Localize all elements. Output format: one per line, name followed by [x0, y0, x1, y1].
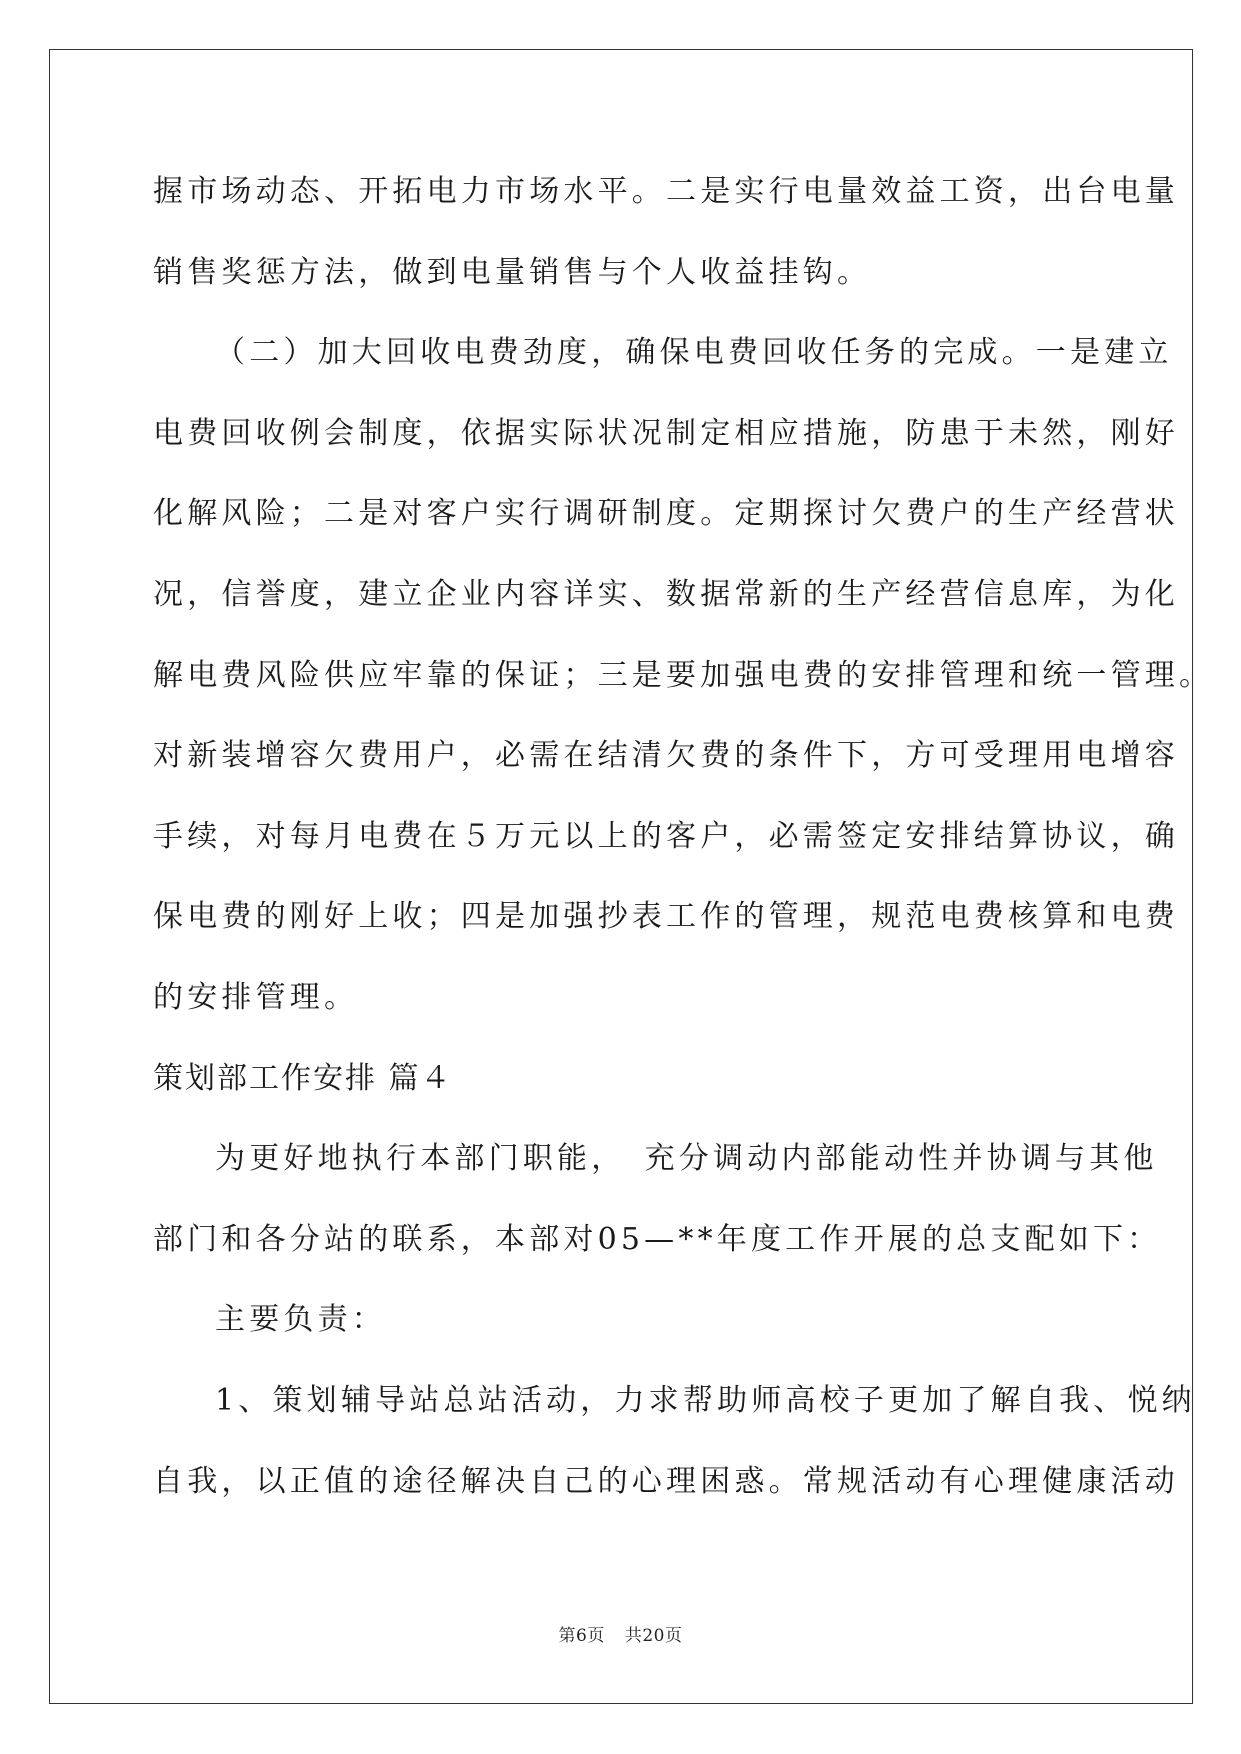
text-line: 自我，以正值的途径解决自己的心理困惑。常规活动有心理健康活动: [153, 1463, 1179, 1499]
page-footer: [0, 1621, 1241, 1646]
text-line: 1、策划辅导站总站活动，力求帮助师高校子更加了解自我、悦纳: [215, 1382, 1196, 1418]
text-line: 电费回收例会制度，依据实际状况制定相应措施，防患于未然，刚好: [153, 415, 1179, 451]
text-line: 保电费的刚好上收；四是加强抄表工作的管理，规范电费核算和电费: [153, 899, 1179, 935]
text-line: 部门和各分站的联系，本部对05—**年度工作开展的总支配如下：: [153, 1221, 1162, 1257]
document-body: [153, 160, 1214, 1530]
text-line: 化解风险；二是对客户实行调研制度。定期探讨欠费户的生产经营状: [153, 496, 1179, 532]
text-line: 对新装增容欠费用户，必需在结清欠费的条件下，方可受理用电增容: [153, 738, 1179, 774]
section-heading: 策划部工作安排 篇４: [153, 1060, 453, 1096]
text-line: 况，信誉度，建立企业内容详实、数据常新的生产经营信息库，为化: [153, 576, 1179, 612]
text-line: 握市场动态、开拓电力市场水平。二是实行电量效益工资，出台电量: [153, 174, 1179, 209]
text-line: 主要负责：: [215, 1302, 386, 1338]
total-page-count: 共20页: [624, 1626, 683, 1646]
text-line: （二）加大回收电费劲度，确保电费回收任务的完成。一是建立: [215, 335, 1173, 371]
text-line: 的安排管理。: [153, 979, 359, 1015]
text-line: 解电费风险供应牢靠的保证；三是要加强电费的安排管理和统一管理。: [153, 657, 1214, 693]
text-line: 为更好地执行本部门职能， 充分调动内部能动性并协调与其他: [215, 1141, 1158, 1177]
text-line: 手续，对每月电费在５万元以上的客户，必需签定安排结算协议，确: [153, 818, 1179, 854]
current-page-number: 第6页: [558, 1626, 605, 1646]
text-line: 销售奖惩方法，做到电量销售与个人收益挂钩。: [153, 254, 872, 290]
